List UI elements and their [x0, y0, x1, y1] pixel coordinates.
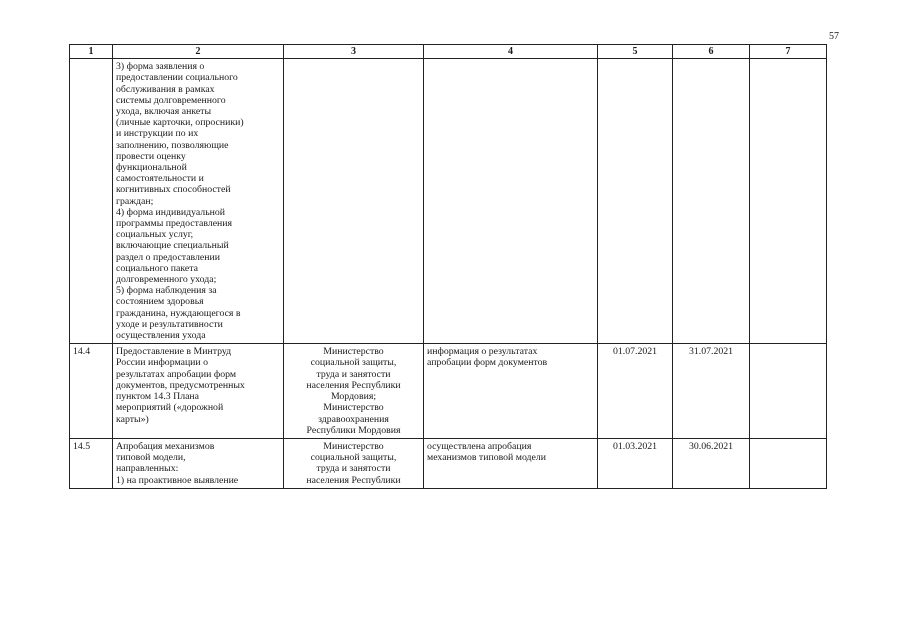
cell-line: 5) форма наблюдения за	[116, 285, 217, 297]
start-date: 01.03.2021	[598, 438, 673, 488]
column-header: 3	[284, 45, 424, 59]
column-header: 4	[424, 45, 598, 59]
cell-line: социальных услуг,	[116, 229, 194, 241]
cell-line: типовой модели,	[116, 452, 186, 464]
cell-line: механизмов типовой модели	[427, 452, 547, 464]
cell-line: карты»)	[116, 413, 149, 425]
cell-line: граждан;	[116, 195, 154, 207]
cell-line: населения Республики	[306, 379, 401, 391]
item-number: 14.5	[70, 438, 113, 488]
plan-table	[69, 44, 827, 489]
cell-line: программы предоставления	[116, 218, 233, 230]
executor-cell	[284, 59, 424, 344]
cell-line: Министерство	[323, 402, 384, 414]
cell-line: пунктом 14.3 Плана	[116, 391, 200, 403]
result-cell	[424, 59, 598, 344]
cell-line: осуществления ухода	[116, 330, 206, 342]
cell-line: состоянием здоровья	[116, 296, 204, 308]
cell-line: Министерство	[323, 440, 384, 452]
end-date: 31.07.2021	[673, 344, 750, 439]
cell-line: Мордовия;	[330, 391, 377, 403]
item-number: 14.4	[70, 344, 113, 439]
column-header: 7	[750, 45, 827, 59]
cell-line: гражданина, нуждающегося в	[116, 307, 241, 319]
item-number	[70, 59, 113, 344]
end-date: 30.06.2021	[673, 438, 750, 488]
table-row	[70, 59, 827, 344]
cell-line: социального пакета	[116, 262, 198, 274]
cell-line: (личные карточки, опросники)	[116, 117, 244, 129]
cell-line: апробации форм документов	[427, 357, 548, 369]
cell-line: Предоставление в Минтруд	[116, 346, 232, 358]
column-header: 6	[673, 45, 750, 59]
cell-line: труда и занятости	[316, 368, 391, 380]
cell-line: и инструкции по их	[116, 128, 199, 140]
cell-line: системы долговременного	[116, 94, 226, 106]
table-row	[70, 344, 827, 439]
result-cell	[424, 344, 598, 439]
cell-line: провести оценку	[116, 150, 186, 162]
cell-line: функциональной	[116, 162, 187, 174]
cell-line: уходе и результативности	[116, 318, 223, 330]
start-date: 01.07.2021	[598, 344, 673, 439]
start-date	[598, 59, 673, 344]
cell-line: 4) форма индивидуальной	[116, 206, 226, 218]
cell-line: России информации о	[116, 357, 209, 369]
cell-line: социальной защиты,	[310, 452, 397, 464]
cell-line: долговременного ухода;	[116, 274, 217, 286]
end-date	[673, 59, 750, 344]
page-number: 57	[829, 31, 839, 42]
note-cell	[750, 344, 827, 439]
executor-cell	[284, 344, 424, 439]
cell-line: труда и занятости	[316, 463, 391, 475]
cell-line: когнитивных способностей	[116, 184, 231, 196]
cell-line: направленных:	[116, 463, 179, 475]
cell-line: раздел о предоставлении	[116, 251, 221, 263]
cell-line: результатах апробации форм	[116, 368, 237, 380]
cell-line: самостоятельности и	[116, 173, 204, 185]
cell-line: документов, предусмотренных	[116, 379, 245, 391]
cell-line: Республики Мордовия	[306, 424, 401, 436]
cell-line: здравоохранения	[318, 413, 389, 425]
activity-cell	[113, 344, 284, 439]
activity-cell	[113, 59, 284, 344]
column-header: 1	[70, 45, 113, 59]
note-cell	[750, 438, 827, 488]
activity-cell	[113, 438, 284, 488]
column-header: 5	[598, 45, 673, 59]
note-cell	[750, 59, 827, 344]
cell-line: обслуживания в рамках	[116, 83, 215, 95]
cell-line: предоставлении социального	[116, 72, 238, 84]
column-header: 2	[113, 45, 284, 59]
cell-line: населения Республики	[306, 474, 401, 486]
cell-line: осуществлена апробация	[427, 440, 532, 452]
cell-line: 1) на проактивное выявление	[116, 474, 239, 486]
cell-line: социальной защиты,	[310, 357, 397, 369]
cell-line: заполнению, позволяющие	[116, 139, 229, 151]
cell-line: 3) форма заявления о	[116, 61, 205, 73]
executor-cell	[284, 438, 424, 488]
table-row	[70, 438, 827, 488]
table-header-row	[70, 45, 827, 59]
cell-line: ухода, включая анкеты	[116, 106, 212, 118]
result-cell	[424, 438, 598, 488]
cell-line: Апробация механизмов	[116, 440, 215, 452]
cell-line: мероприятий («дорожной	[116, 402, 224, 414]
cell-line: включающие специальный	[116, 240, 229, 252]
cell-line: информация о результатах	[427, 346, 538, 358]
cell-line: Министерство	[323, 346, 384, 358]
